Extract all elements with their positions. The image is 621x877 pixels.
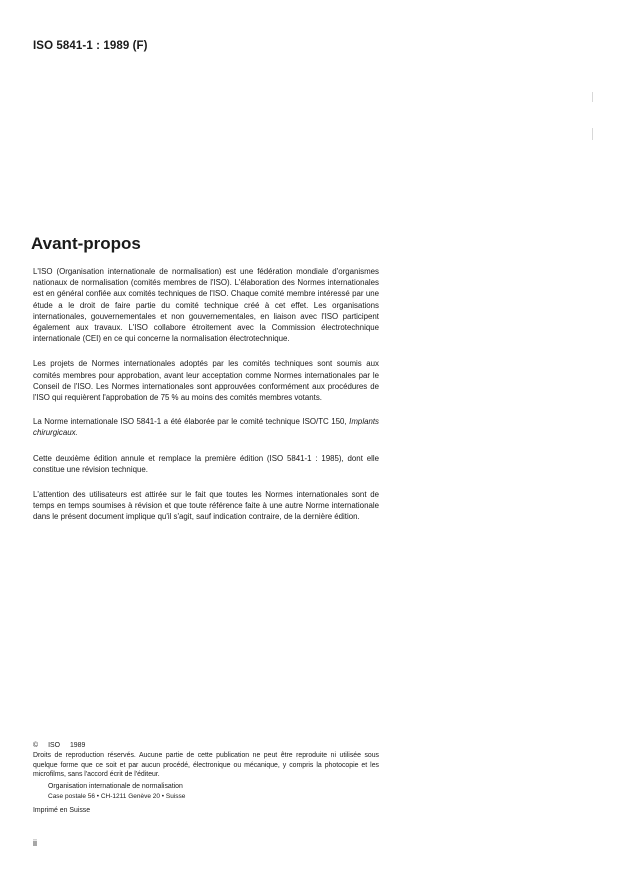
scan-mark	[592, 92, 593, 102]
printed-in: Imprimé en Suisse	[33, 806, 91, 814]
paragraph-edition: Cette deuxième édition annule et remplace la première édition (ISO 5841-1 : 1985), dont elle constitue une révision technique.	[33, 453, 379, 474]
committee-title: Implants chirurgicaux.	[33, 417, 379, 438]
paragraph-revision-notice: L'attention des utilisateurs est attirée sur le fait que toutes les Normes internationales sont de temps en temps soumises à révision et que toute référence faite à une autre Norme internationale dans le présent document implique qu'il s'agit, sauf indication contraire, de la dernière édition.	[33, 490, 379, 522]
publisher-address: Case postale 56 • CH-1211 Genève 20 • Suisse	[48, 792, 186, 800]
paragraph-approval: Les projets de Normes internationales adoptés par les comités techniques sont soumis aux comités membres pour approbation, avant leur acceptation comme Normes internationales par le Conseil de l'ISO. Les Normes internationales sont approuvées conformément aux procédures de l'ISO qui requièrent l'approbation de 75 % au moins des comités membres votants.	[33, 359, 379, 403]
copyright-line	[33, 741, 379, 751]
paragraph-committee	[33, 416, 379, 438]
rights-statement: Droits de reproduction réservés. Aucune partie de cette publication ne peut être reproduite ni utilisée sous quelque forme que ce soit et par aucun procédé, électronique ou mécanique, y compris la photocopie et les microfilms, sans l'accord écrit de l'éditeur.	[33, 751, 379, 779]
section-title: Avant-propos	[31, 234, 141, 253]
paragraph-iso-intro: L'ISO (Organisation internationale de normalisation) est une fédération mondiale d'organismes nationaux de normalisation (comités membres de l'ISO). L'élaboration des Normes internationales est en général confiée aux comités techniques de l'ISO. Chaque comité membre intéressé par une étude a le droit de faire partie du comité technique créé à cet effet. Les organisations internationales, gouvernementales et non gouvernementales, en liaison avec l'ISO participent également aux travaux. L'ISO collabore étroitement avec la Commission électrotechnique internationale (CEI) en ce qui concerne la normalisation électrotechnique.	[33, 267, 379, 344]
scan-mark	[592, 128, 593, 140]
page-number: ii	[33, 838, 37, 848]
copyright-year: 1989	[69, 742, 86, 749]
document-reference: ISO 5841-1 : 1989 (F)	[33, 40, 148, 52]
committee-text: La Norme internationale ISO 5841-1 a été élaborée par le comité technique ISO/TC 150,	[33, 417, 347, 427]
copyright-block	[33, 741, 379, 816]
publisher-name: Organisation internationale de normalisation	[48, 783, 183, 791]
copyright-icon: ©	[33, 742, 39, 749]
copyright-org: ISO	[48, 742, 60, 749]
foreword-body	[33, 266, 379, 537]
